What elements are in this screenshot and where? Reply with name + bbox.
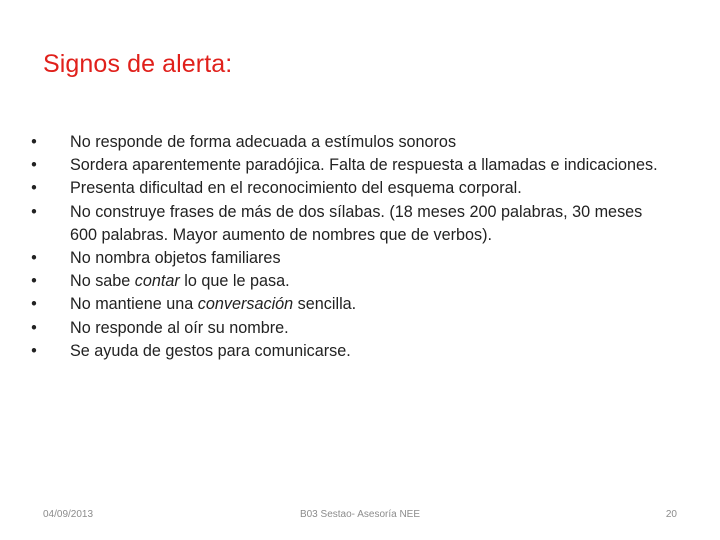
bullet-text: No responde de forma adecuada a estímulos sonoros [70, 133, 457, 151]
footer-date: 04/09/2013 [43, 509, 94, 520]
bullet-text-emphasis: conversación [197, 295, 294, 314]
bullet-text: No responde al oír su nombre. [70, 318, 289, 337]
list-item [27, 154, 667, 177]
bullet-icon: • [31, 341, 37, 360]
list-item [27, 131, 667, 154]
bullet-icon: • [31, 272, 37, 291]
bullet-text-before: No sabe [70, 272, 135, 291]
bullet-icon: • [31, 202, 37, 221]
list-item [27, 270, 667, 293]
bullet-icon: • [31, 179, 37, 198]
bullet-icon: • [31, 249, 37, 268]
bullet-text: Se ayuda de gestos para comunicarse. [70, 341, 351, 360]
bullet-icon: • [31, 133, 37, 151]
footer-center-text: B03 Sestao- Asesoría NEE [299, 509, 421, 520]
bullet-icon: • [31, 156, 37, 175]
footer-page-number: 20 [665, 509, 677, 520]
bullet-icon: • [31, 295, 37, 314]
bullet-text-after: sencilla. [293, 295, 357, 314]
slide-title: Signos de alerta: [43, 50, 233, 78]
bullet-text-before: No mantiene una [70, 295, 198, 314]
list-item [27, 340, 667, 363]
list-item [27, 177, 667, 200]
bullet-text: Presenta dificultad en el reconocimiento del esquema corporal. [70, 179, 522, 198]
bullet-text: Sordera aparentemente paradójica. Falta de respuesta a llamadas e indicaciones. [70, 156, 658, 175]
list-item [27, 293, 667, 316]
bullet-list [27, 131, 667, 363]
bullet-text: No nombra objetos familiares [70, 249, 281, 268]
list-item [27, 201, 667, 247]
bullet-text: No construye frases de más de dos sílabas. (18 meses 200 palabras, 30 meses 600 palabras. Mayor aumento de nombres que de verbos). [70, 202, 643, 244]
list-item [27, 247, 667, 270]
bullet-text-after: lo que le pasa. [179, 272, 290, 291]
bullet-icon: • [31, 318, 37, 337]
list-item [27, 317, 667, 340]
bullet-text-emphasis: contar [134, 272, 180, 291]
